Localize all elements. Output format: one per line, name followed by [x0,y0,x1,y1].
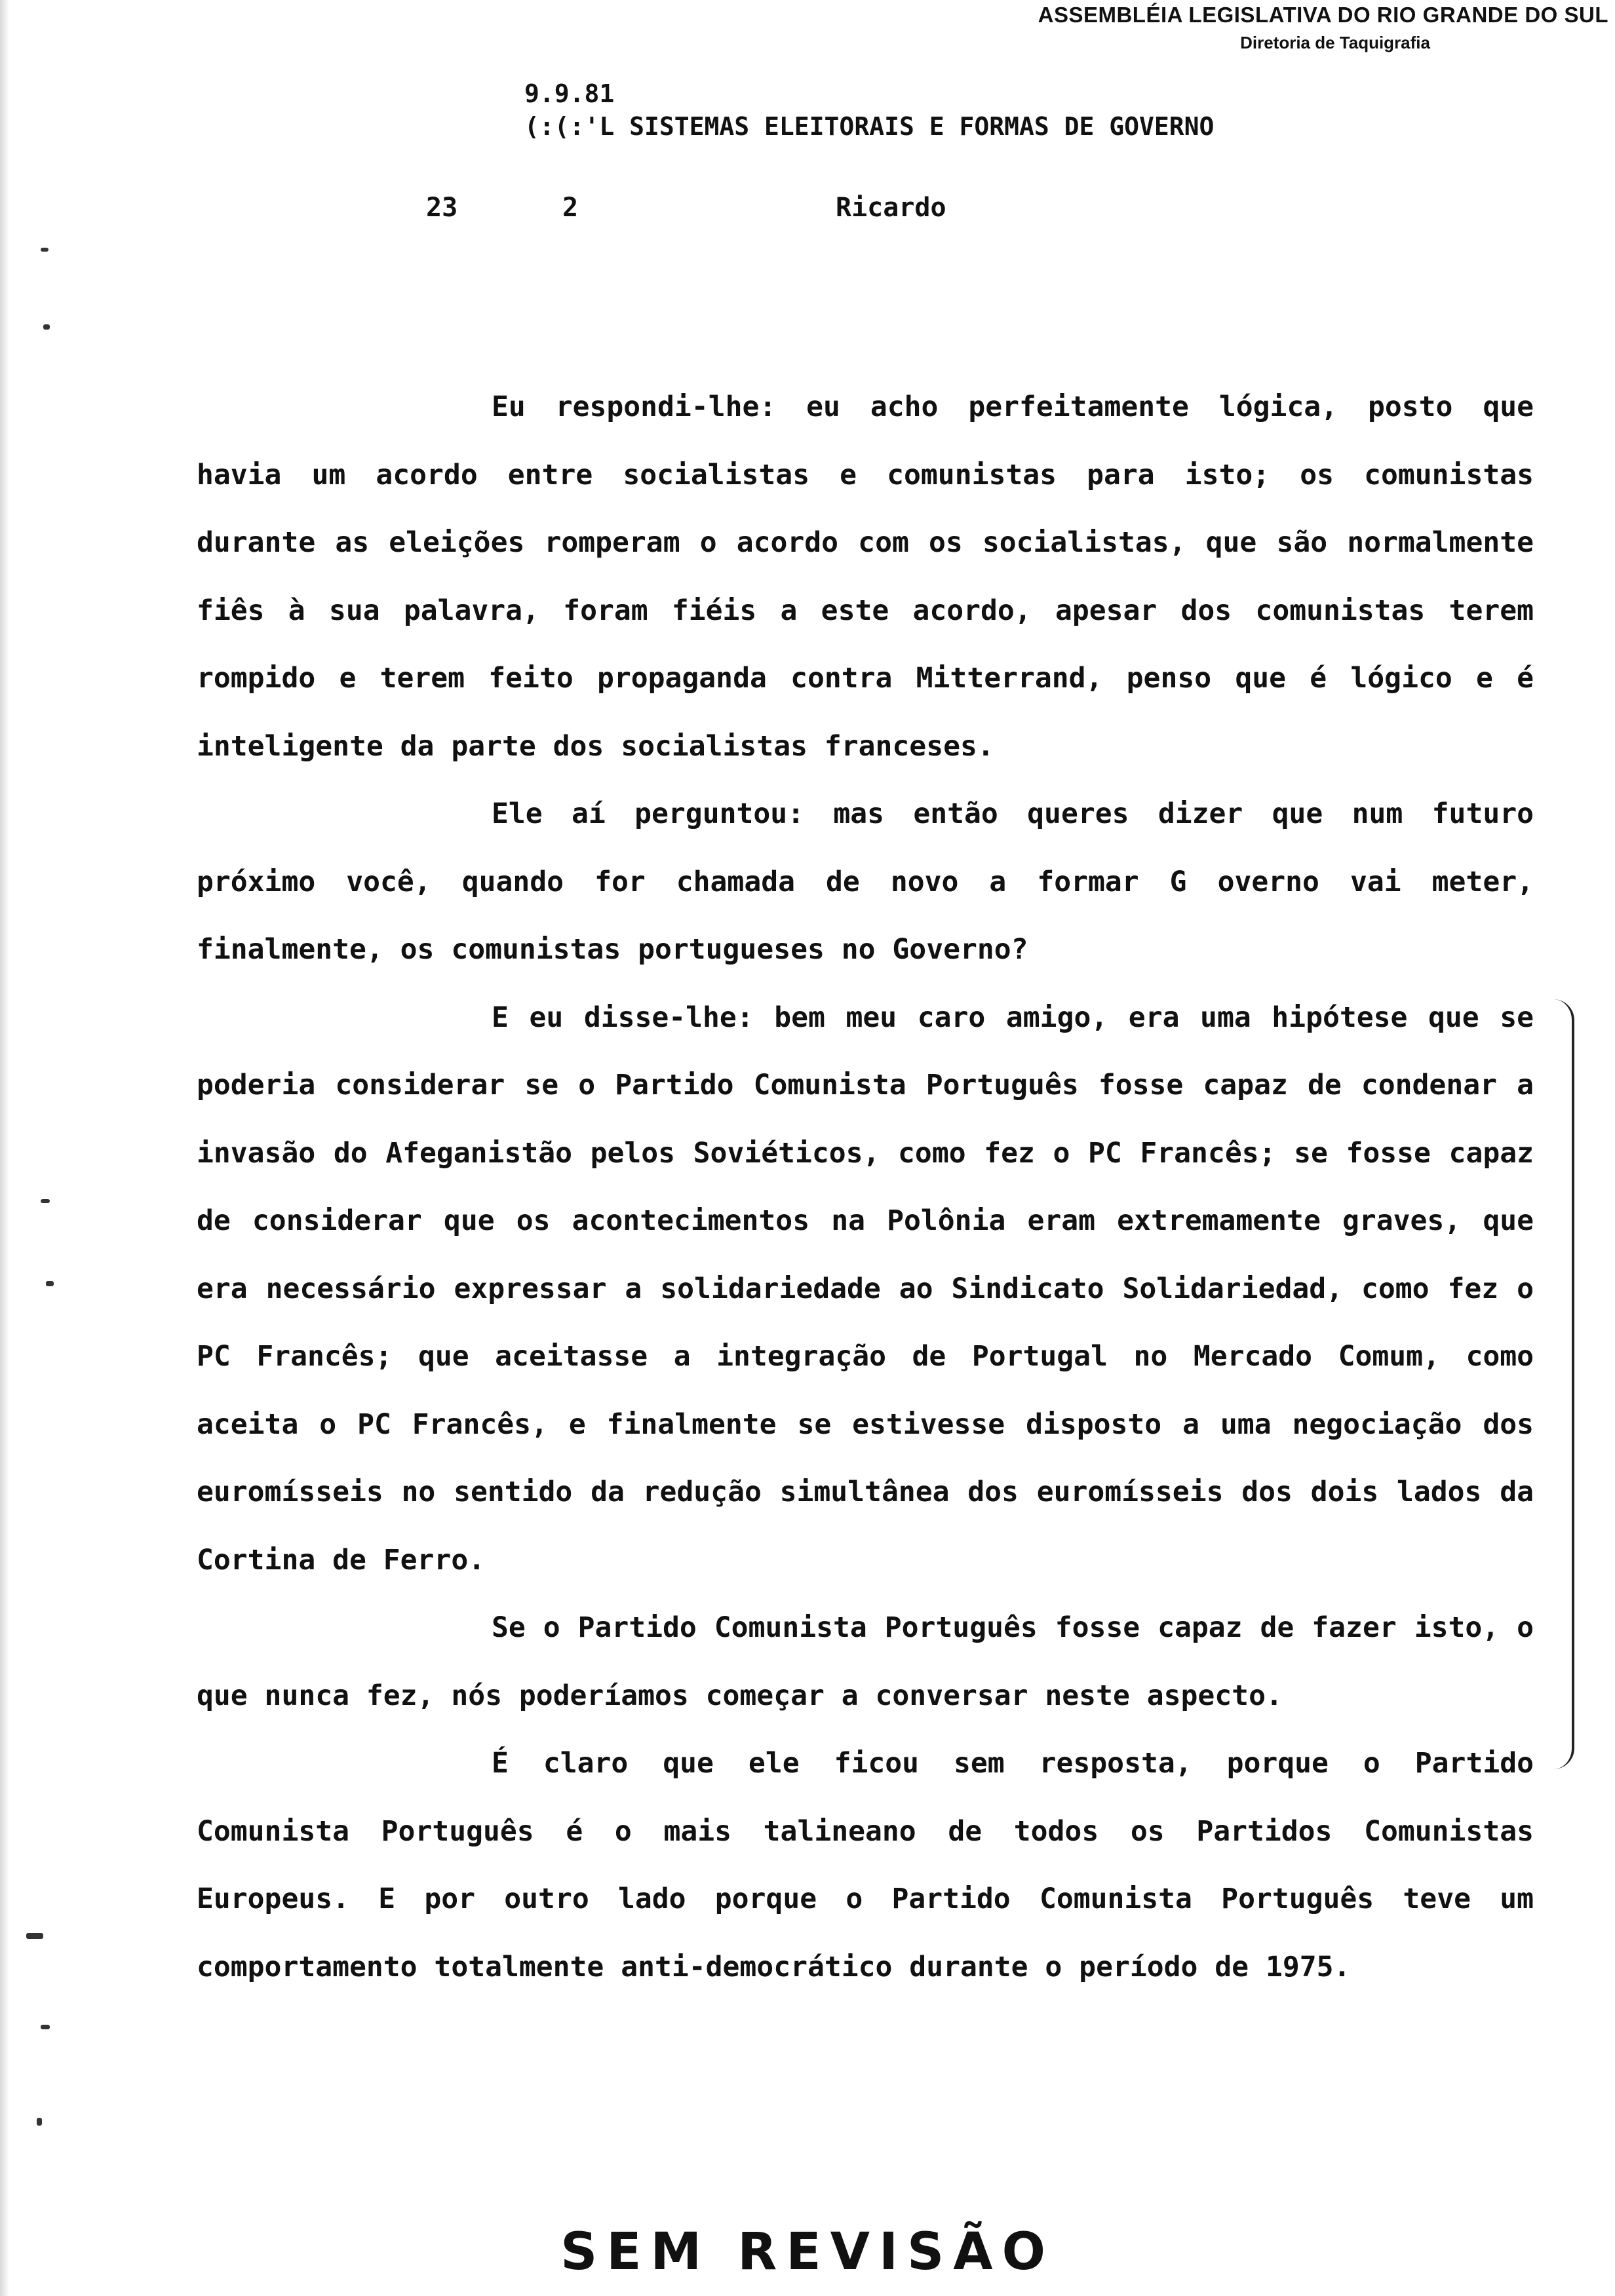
scan-speck [43,324,50,330]
reference-date: 9.9.81 [524,79,615,108]
sheet-number: 23 [426,193,458,223]
scan-speck [37,2118,42,2126]
scan-speck [41,1199,50,1203]
letterhead [1038,3,1608,53]
margin-bracket [1553,999,1574,1769]
paragraph: Eu respondi-lhe: eu acho perfeitamente lógica, posto que havia um acordo entre socialistas e comunistas para isto; os comunistas durante as eleições romperam o acordo com os socialistas, que são normalmente fiês à sua palavra, foram fiéis a este acordo, apesar dos comunistas terem rompido e terem feito propaganda contra Mitterrand, penso que é lógico e é inteligente da parte dos socialistas franceses. [197,391,1534,763]
paragraph: É claro que ele ficou sem resposta, porque o Partido Comunista Português é o mais talineano de todos os Partidos Comunistas Europeus. E por outro lado porque o Partido Comunista Português teve um comportamento totalmente anti-democrático durante o período de 1975. [197,1747,1534,1983]
letterhead-department: Diretoria de Taquigrafia [1240,33,1430,52]
paragraph: Se o Partido Comunista Português fosse capaz de fazer isto, o que nunca fez, nós poderíamos começar a conversar neste aspecto. [197,1611,1534,1712]
scan-speck [41,248,49,252]
paragraph: E eu disse-lhe: bem meu caro amigo, era uma hipótese que se poderia considerar se o Partido Comunista Português fosse capaz de condenar a invasão do Afeganistão pelos Soviéticos, como fez o PC Francês; se fosse capaz de considerar que os acontecimentos na Polônia eram extremamente graves, que era necessário expressar a solidariedade ao Sindicato Solidariedad, como fez o PC Francês; que aceitasse a integração de Portugal no Mercado Comum, como aceita o PC Francês, e finalmente se estivesse disposto a uma negociação dos euromísseis no sentido da redução simultânea dos euromísseis dos dois lados da Cortina de Ferro. [197,1001,1534,1577]
letterhead-organization: ASSEMBLÉIA LEGISLATIVA DO RIO GRANDE DO SUL [1038,3,1608,27]
page-number: 2 [562,193,579,223]
speaker-name: Ricardo [836,193,946,223]
paragraph: Ele aí perguntou: mas então queres dizer que num futuro próximo você, quando for chamada de novo a formar G overno vai meter, finalmente, os comunistas portugueses no Governo? [197,797,1534,966]
reference-session: (:(:'L SISTEMAS ELEITORAIS E FORMAS DE GOVERNO [524,112,1215,141]
scan-speck [46,1281,54,1286]
revision-stamp: SEM REVISÃO [560,2223,1055,2282]
transcript-body [197,373,1534,2001]
scan-speck [41,2025,50,2029]
reference-block [524,77,1214,143]
scan-speck [26,1933,43,1939]
scan-edge [0,0,9,2296]
